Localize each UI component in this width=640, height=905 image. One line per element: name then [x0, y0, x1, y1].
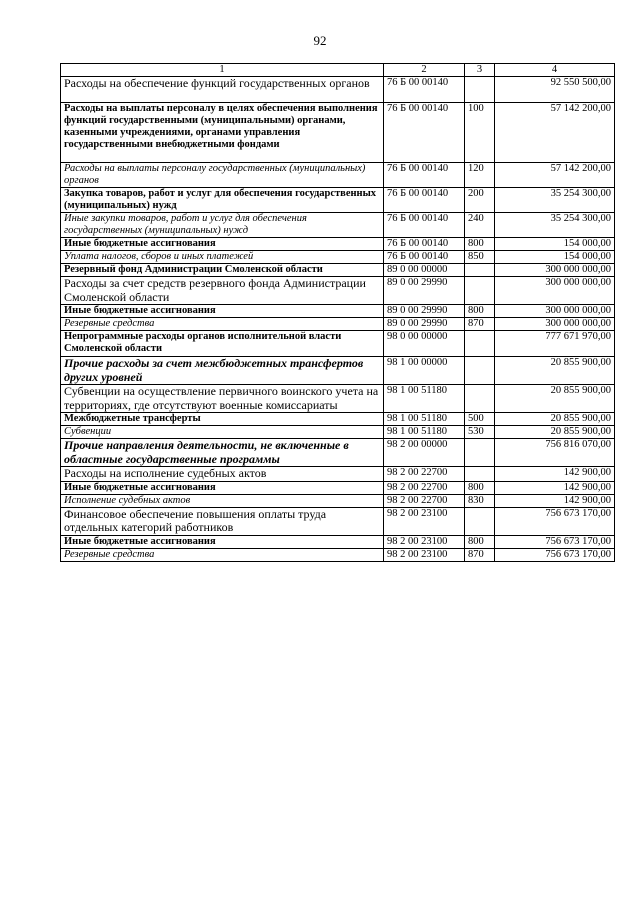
- table-row: [61, 238, 615, 251]
- row-name-cell: Расходы на выплаты персоналу государственных (муниципальных) органов: [61, 163, 384, 188]
- table-row: [61, 103, 615, 163]
- row-amount-cell: 300 000 000,00: [495, 264, 615, 277]
- row-amount-cell: 142 900,00: [495, 494, 615, 507]
- row-expense-type-cell: [465, 277, 495, 305]
- table-row: [61, 535, 615, 548]
- row-amount-cell: 154 000,00: [495, 238, 615, 251]
- row-expense-type-cell: [465, 77, 495, 103]
- row-amount-cell: 756 816 070,00: [495, 439, 615, 467]
- row-amount-cell: 300 000 000,00: [495, 305, 615, 318]
- row-name-cell: Уплата налогов, сборов и иных платежей: [61, 251, 384, 264]
- row-expense-type-cell: [465, 507, 495, 535]
- row-amount-cell: 57 142 200,00: [495, 103, 615, 163]
- row-code-cell: 98 0 00 00000: [384, 331, 465, 357]
- row-name-cell: Непрограммные расходы органов исполнительной власти Смоленской области: [61, 331, 384, 357]
- table-row: [61, 413, 615, 426]
- row-expense-type-cell: [465, 357, 495, 385]
- row-code-cell: 76 Б 00 00140: [384, 103, 465, 163]
- row-name-cell: Расходы на исполнение судебных актов: [61, 467, 384, 482]
- row-expense-type-cell: [465, 439, 495, 467]
- row-code-cell: 76 Б 00 00140: [384, 77, 465, 103]
- table-row: [61, 467, 615, 482]
- row-code-cell: 89 0 00 00000: [384, 264, 465, 277]
- row-code-cell: 76 Б 00 00140: [384, 213, 465, 238]
- row-expense-type-cell: 200: [465, 188, 495, 213]
- row-expense-type-cell: 530: [465, 426, 495, 439]
- row-expense-type-cell: 870: [465, 318, 495, 331]
- row-name-cell: Прочие расходы за счет межбюджетных трансфертов других уровней: [61, 357, 384, 385]
- row-expense-type-cell: 500: [465, 413, 495, 426]
- row-expense-type-cell: 830: [465, 494, 495, 507]
- row-expense-type-cell: 870: [465, 548, 495, 561]
- row-amount-cell: 20 855 900,00: [495, 385, 615, 413]
- row-amount-cell: 756 673 170,00: [495, 507, 615, 535]
- row-name-cell: Резервные средства: [61, 318, 384, 331]
- row-name-cell: Субвенции на осуществление первичного воинского учета на территориях, где отсутствуют военные комиссариаты: [61, 385, 384, 413]
- row-amount-cell: 777 671 970,00: [495, 331, 615, 357]
- table-row: [61, 481, 615, 494]
- row-amount-cell: 300 000 000,00: [495, 277, 615, 305]
- row-expense-type-cell: 800: [465, 481, 495, 494]
- row-name-cell: Резервные средства: [61, 548, 384, 561]
- row-name-cell: Расходы за счет средств резервного фонда Администрации Смоленской области: [61, 277, 384, 305]
- row-code-cell: 98 2 00 23100: [384, 548, 465, 561]
- row-name-cell: Прочие направления деятельности, не включенные в областные государственные программы: [61, 439, 384, 467]
- row-code-cell: 98 2 00 22700: [384, 481, 465, 494]
- row-expense-type-cell: 800: [465, 305, 495, 318]
- table-row: [61, 548, 615, 561]
- table-row: [61, 439, 615, 467]
- page-number: 92: [313, 33, 327, 48]
- row-code-cell: 98 1 00 51180: [384, 385, 465, 413]
- budget-table: [60, 63, 615, 562]
- row-amount-cell: 20 855 900,00: [495, 413, 615, 426]
- row-name-cell: Иные бюджетные ассигнования: [61, 481, 384, 494]
- table-row: [61, 77, 615, 103]
- row-name-cell: Иные бюджетные ассигнования: [61, 305, 384, 318]
- row-name-cell: Иные бюджетные ассигнования: [61, 535, 384, 548]
- row-code-cell: 76 Б 00 00140: [384, 163, 465, 188]
- column-header-row: [61, 64, 615, 77]
- row-amount-cell: 154 000,00: [495, 251, 615, 264]
- row-code-cell: 98 1 00 00000: [384, 357, 465, 385]
- row-name-cell: Иные бюджетные ассигнования: [61, 238, 384, 251]
- row-expense-type-cell: [465, 331, 495, 357]
- row-amount-cell: 20 855 900,00: [495, 357, 615, 385]
- row-amount-cell: 142 900,00: [495, 467, 615, 482]
- row-name-cell: Исполнение судебных актов: [61, 494, 384, 507]
- table-row: [61, 277, 615, 305]
- table-row: [61, 163, 615, 188]
- row-amount-cell: 142 900,00: [495, 481, 615, 494]
- row-code-cell: 89 0 00 29990: [384, 305, 465, 318]
- row-name-cell: Расходы на выплаты персоналу в целях обеспечения выполнения функций государственными (муниципальными) органами, казенными учреждениями, органами управления государственными внебюджетными фондами: [61, 103, 384, 163]
- row-name-cell: Межбюджетные трансферты: [61, 413, 384, 426]
- row-code-cell: 89 0 00 29990: [384, 277, 465, 305]
- row-expense-type-cell: [465, 385, 495, 413]
- table-row: [61, 385, 615, 413]
- row-code-cell: 76 Б 00 00140: [384, 238, 465, 251]
- row-expense-type-cell: 100: [465, 103, 495, 163]
- column-header-1: 1: [61, 64, 384, 77]
- row-code-cell: 98 2 00 22700: [384, 494, 465, 507]
- table-row: [61, 357, 615, 385]
- row-expense-type-cell: 240: [465, 213, 495, 238]
- row-code-cell: 89 0 00 29990: [384, 318, 465, 331]
- row-name-cell: Резервный фонд Администрации Смоленской области: [61, 264, 384, 277]
- row-code-cell: 76 Б 00 00140: [384, 188, 465, 213]
- row-code-cell: 98 2 00 23100: [384, 507, 465, 535]
- table-row: [61, 426, 615, 439]
- row-amount-cell: 35 254 300,00: [495, 188, 615, 213]
- row-expense-type-cell: 800: [465, 535, 495, 548]
- table-row: [61, 213, 615, 238]
- column-header-3: 3: [465, 64, 495, 77]
- row-amount-cell: 57 142 200,00: [495, 163, 615, 188]
- column-header-4: 4: [495, 64, 615, 77]
- row-code-cell: 98 1 00 51180: [384, 413, 465, 426]
- row-code-cell: 98 1 00 51180: [384, 426, 465, 439]
- row-expense-type-cell: 850: [465, 251, 495, 264]
- column-header-2: 2: [384, 64, 465, 77]
- row-amount-cell: 92 550 500,00: [495, 77, 615, 103]
- row-name-cell: Финансовое обеспечение повышения оплаты труда отдельных категорий работников: [61, 507, 384, 535]
- row-amount-cell: 35 254 300,00: [495, 213, 615, 238]
- row-expense-type-cell: [465, 264, 495, 277]
- table-row: [61, 507, 615, 535]
- row-expense-type-cell: 120: [465, 163, 495, 188]
- table-row: [61, 264, 615, 277]
- row-code-cell: 98 2 00 22700: [384, 467, 465, 482]
- table-row: [61, 318, 615, 331]
- row-name-cell: Закупка товаров, работ и услуг для обеспечения государственных (муниципальных) нужд: [61, 188, 384, 213]
- row-name-cell: Иные закупки товаров, работ и услуг для обеспечения государственных (муниципальных) нужд: [61, 213, 384, 238]
- table-row: [61, 251, 615, 264]
- table-row: [61, 331, 615, 357]
- row-code-cell: 98 2 00 00000: [384, 439, 465, 467]
- row-name-cell: Субвенции: [61, 426, 384, 439]
- row-code-cell: 98 2 00 23100: [384, 535, 465, 548]
- row-amount-cell: 20 855 900,00: [495, 426, 615, 439]
- row-expense-type-cell: 800: [465, 238, 495, 251]
- table-row: [61, 305, 615, 318]
- row-name-cell: Расходы на обеспечение функций государственных органов: [61, 77, 384, 103]
- row-code-cell: 76 Б 00 00140: [384, 251, 465, 264]
- table-row: [61, 494, 615, 507]
- row-amount-cell: 756 673 170,00: [495, 535, 615, 548]
- row-amount-cell: 300 000 000,00: [495, 318, 615, 331]
- row-amount-cell: 756 673 170,00: [495, 548, 615, 561]
- table-row: [61, 188, 615, 213]
- row-expense-type-cell: [465, 467, 495, 482]
